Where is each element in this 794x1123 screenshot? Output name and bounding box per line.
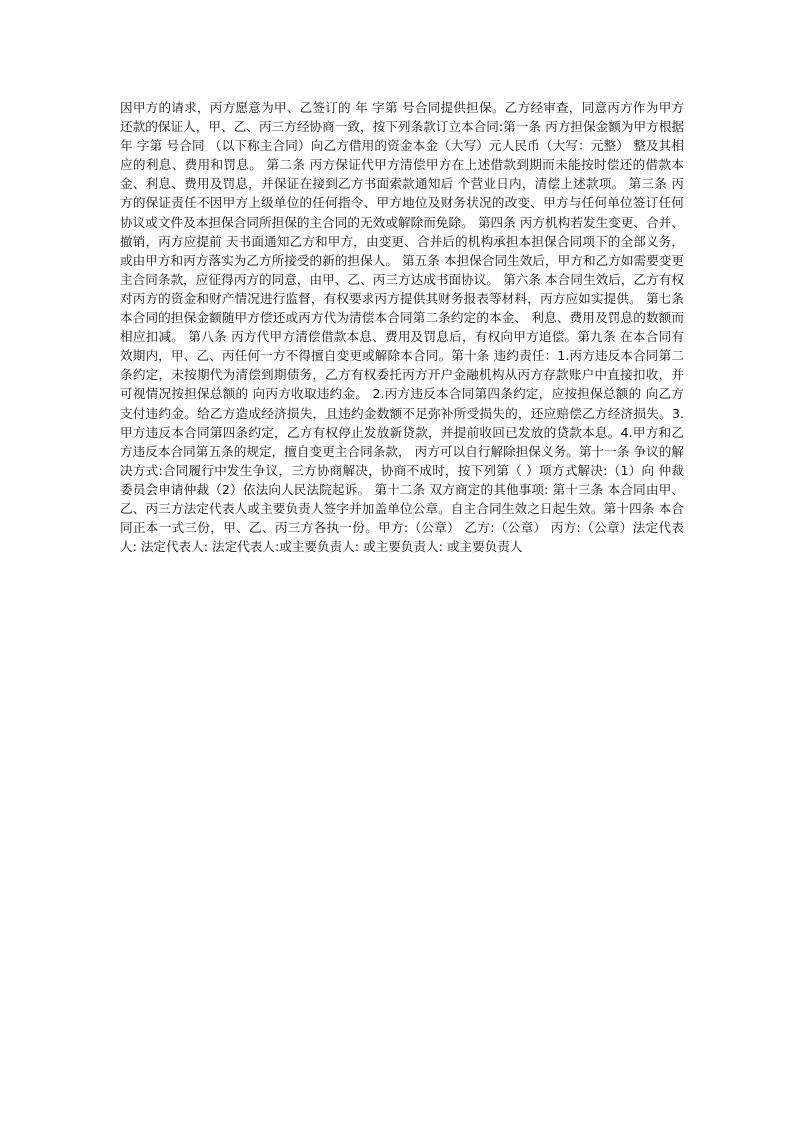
contract-body-text: 因甲方的请求，丙方愿意为甲、乙签订的 年 字第 号合同提供担保。乙方经审查，同意丙方作为甲方还款的保证人，甲、乙、丙三方经协商一致，按下列条款订立本合同:第一条 丙方担保金额为甲方根据 年 字第 号合同 （以下称主合同）向乙方借用的资金本金（大写）元人民币（大写：元整） 整及其相应的利息、费用和罚息。 第二条 丙方保证代甲方清偿甲方在上述借款到期而未能按时偿还的借款本金、利息、费用及罚息，并保证在接到乙方书面索款通知后 个营业日内，清偿上述款项。 第三条 丙方的保证责任不因甲方上级单位的任何指令、甲方地位及财务状况的改变、甲方与任何单位签订任何协议或文件及本担保合同所担保的主合同的无效或解除而免除。 第四条 丙方机构若发生变更、合并、撤销，丙方应提前 天书面通知乙方和甲方，由变更、合并后的机构承担本担保合同项下的全部义务， 或由甲方和丙方落实为乙方所接受的新的担保人。 第五条 本担保合同生效后，甲方和乙方如需要变更主合同条款，应征得丙方的同意，由甲、乙、丙三方达成书面协议。 第六条 本合同生效后，乙方有权对丙方的资金和财产情况进行监督，有权要求丙方提供其财务报表等材料，丙方应如实提供。 第七条 本合同的担保金额随甲方偿还或丙方代为清偿本合同第二条约定的本金、 利息、费用及罚息的数额而相应扣减。 第八条 丙方代甲方清偿借款本息、费用及罚息后，有权向甲方追偿。第九条 在本合同有效期内，甲、乙、丙任何一方不得擅自变更或解除本合同。第十条 违约责任：1.丙方违反本合同第二条约定，未按期代为清偿到期债务，乙方有权委托丙方开户金融机构从丙方存款账户中直接扣收，并可视情况按担保总额的 向丙方收取违约金。 2.丙方违反本合同第四条约定，应按担保总额的 向乙方支付违约金。给乙方造成经济损失，且违约金数额不足弥补所受损失的，还应赔偿乙方经济损失。3.甲方违反本合同第四条约定，乙方有权停止发放新贷款，并提前收回已发放的贷款本息。4.甲方和乙方违反本合同第五条的规定，擅自变更主合同条款， 丙方可以自行解除担保义务。第十一条 争议的解决方式:合同履行中发生争议，三方协商解决，协商不成时，按下列第（ ）项方式解决:（1）向 仲裁委员会申请仲裁（2）依法向人民法院起诉。 第十二条 双方商定的其他事项: 第十三条 本合同由甲、乙、丙三方法定代表人或主要负责人签字并加盖单位公章。自主合同生效之日起生效。第十四条 本合同正本一式三份，甲、乙、丙三方各执一份。甲方:（公章） 乙方:（公章） 丙方:（公章）法定代表人: 法定代表人: 法定代表人:或主要负责人: 或主要负责人: 或主要负责人 [120,100,684,555]
document-content [120,98,684,556]
